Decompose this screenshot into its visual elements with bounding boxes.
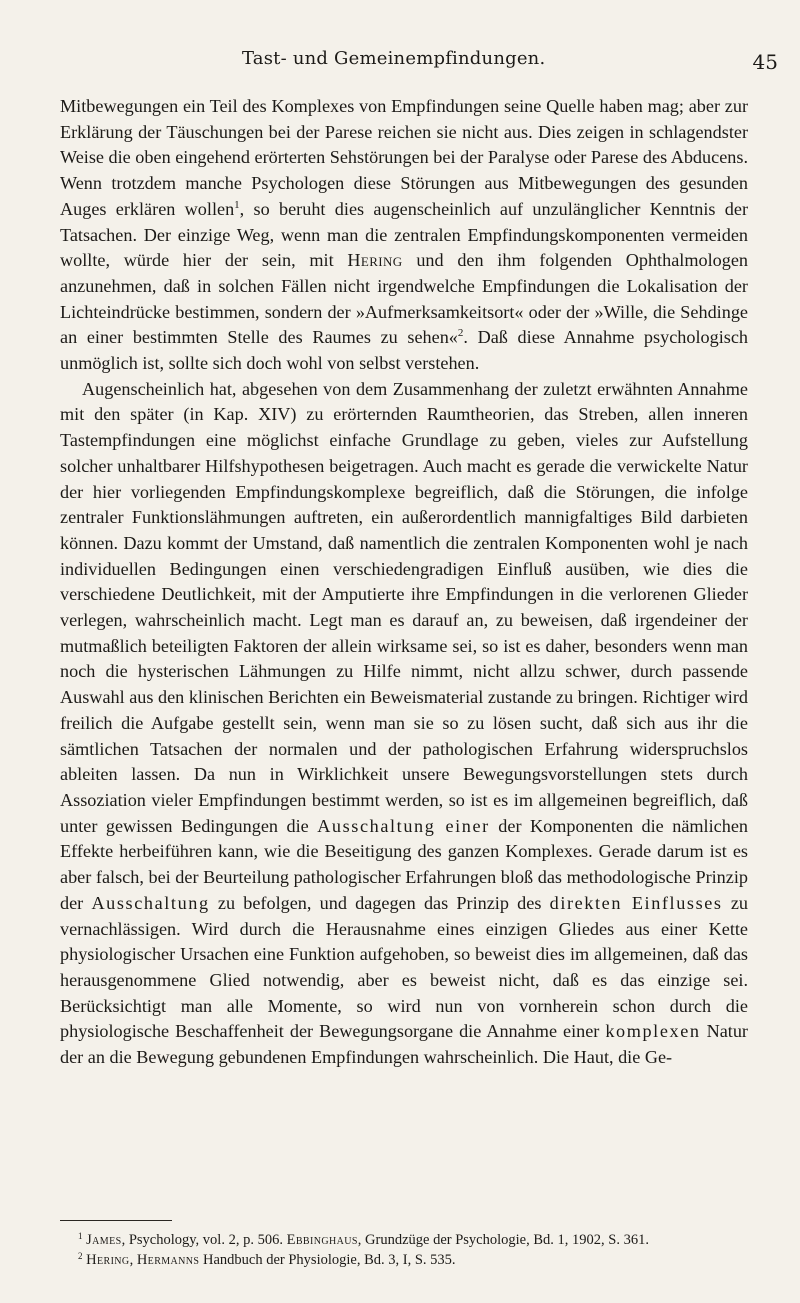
text-run: Natur der an die Bewegung gebundenen Empfindungen wahrscheinlich. Die Haut, die Ge- (60, 1021, 748, 1068)
emphasis: Ausschaltung (91, 892, 210, 913)
text-run: Mitbewegungen ein Teil des Komplexes von Empfindungen seine Quelle haben mag; aber zur Erklärung der Täuschungen bei der Parese reichen sie nicht aus. Dies zeigen in schlagendster Weise die oben eingehend erörterten Sehstörungen bei der Paralyse oder Parese des Abducens. Wenn trotzdem manche Psychologen diese Störungen aus Mitbewegungen des gesunden Auges erklären wollen (60, 96, 748, 219)
author-name: James (86, 1232, 122, 1248)
author-name: Hering (347, 250, 403, 271)
text-run: der Komponenten die nämlichen Effekte herbeiführen kann, wie die Beseitigung des ganzen Komplexes. Gerade darum ist es aber falsch, bei der Beurteilung pathologischer Erfahrungen bloß das methodologische Prinzip der (60, 815, 748, 913)
author-name: Ebbinghaus (286, 1232, 358, 1248)
text-run: , so beruht dies augenscheinlich auf unzulänglicher Kenntnis der Tatsachen. Der einzige Weg, wenn man die zentralen Empfindungskomponenten vermeiden wollte, würde hier der sein, mit (60, 198, 748, 271)
author-name: Hering (86, 1252, 130, 1268)
footnote-text: , Psychology, vol. 2, p. 506. (121, 1232, 287, 1248)
footnote-2 (60, 1250, 748, 1270)
footnote-text: , (129, 1252, 137, 1268)
emphasis: komplexen (605, 1021, 701, 1042)
text-run: zu vernachlässigen. Wird durch die Herausnahme eines einzigen Gliedes aus einer Kette physiologischer Ursachen eine Funktion aufgehoben, so beweist dies im allgemeinen, daß das herausgenommene Glied notwendig, aber es beweist nicht, daß es das einzige sei. Berücksichtigt man alle Momente, so wird nun von vornherein schon durch die physiologische Beschaffenheit der Bewegungsorgane die Annahme einer (60, 892, 748, 1042)
footnotes (60, 1230, 748, 1270)
text-run: und den ihm folgenden Ophthalmologen anzunehmen, daß in solchen Fällen nicht irgendwelche Empfindungen die Lokalisation der Lichteindrücke bestimmen, sondern der »Aufmerksamkeitsort« oder der »Wille, die Sehdinge an einer bestimmten Stelle des Raumes zu sehen« (60, 250, 748, 348)
footnote-rule (60, 1220, 172, 1221)
footnote-ref-2: 2 (457, 327, 464, 340)
text-run: zu befolgen, und dagegen das Prinzip des (209, 892, 550, 913)
emphasis: direkten Einflusses (549, 892, 723, 913)
footnote-text: Handbuch der Physiologie, Bd. 3, I, S. 535. (199, 1252, 456, 1268)
paragraph-1 (60, 94, 748, 377)
footnote-mark: 1 (78, 1231, 83, 1241)
author-name: Hermanns (136, 1252, 200, 1268)
text-run: . Daß diese Annahme psychologisch unmöglich ist, sollte sich doch wohl von selbst verstehen. (60, 327, 748, 374)
running-title: Tast- und Gemeinempfindungen. (242, 48, 546, 69)
text-run: Augenscheinlich hat, abgesehen von dem Zusammenhang der zuletzt erwähnten Annahme mit den später (in Kap. XIV) zu erörternden Raumtheorien, das Streben, allen inneren Tastempfindungen eine möglichst einfache Grundlage zu geben, vieles zur Aufstellung solcher unhaltbarer Hilfshypothesen beigetragen. Auch macht es gerade die verwickelte Natur der hier vorliegenden Empfindungskomplexe begreiflich, daß die Störungen, die infolge zentraler Funktionslähmungen auftreten, ein außerordentlich mannigfaltiges Bild darbieten können. Dazu kommt der Umstand, daß namentlich die zentralen Komponenten wohl je nach individuellen Bedingungen einen verschiedengradigen Einfluß ausüben, wie dies die verschiedene Deutlichkeit, mit der Amputierte ihre Empfindungen in die verlorenen Glieder verlegen, wahrscheinlich macht. Legt man es darauf an, zu beweisen, daß irgendeiner der mutmaßlich beteiligten Faktoren der allein wirksame sei, so ist es daher, besonders wenn man noch die hysterischen Lähmungen zu Hilfe nimmt, nicht allzu schwer, durch passende Auswahl aus den klinischen Berichten ein Beweismaterial zustande zu bringen. Richtiger wird freilich die Aufgabe gestellt sein, wenn man sie so zu lösen sucht, daß sich aus ihr die sämtlichen Tatsachen der normalen und der pathologischen Erfahrung widerspruchslos ableiten lassen. Da nun in Wirklichkeit unsere Bewegungsvorstellungen stets durch Assoziation vieler Empfindungen bestimmt werden, so ist es im allgemeinen begreiflich, daß unter gewissen Bedingungen die (60, 378, 748, 836)
paragraph-2 (60, 377, 748, 1071)
emphasis: Ausschaltung einer (317, 815, 490, 836)
footnote-ref-1: 1 (234, 198, 240, 211)
footnote-1 (60, 1230, 748, 1250)
running-header (122, 48, 778, 76)
footnote-text: , Grundzüge der Psychologie, Bd. 1, 1902, S. 361. (357, 1232, 649, 1248)
main-text (60, 94, 748, 1071)
page-number: 45 (752, 50, 778, 74)
footnote-mark: 2 (78, 1251, 83, 1261)
